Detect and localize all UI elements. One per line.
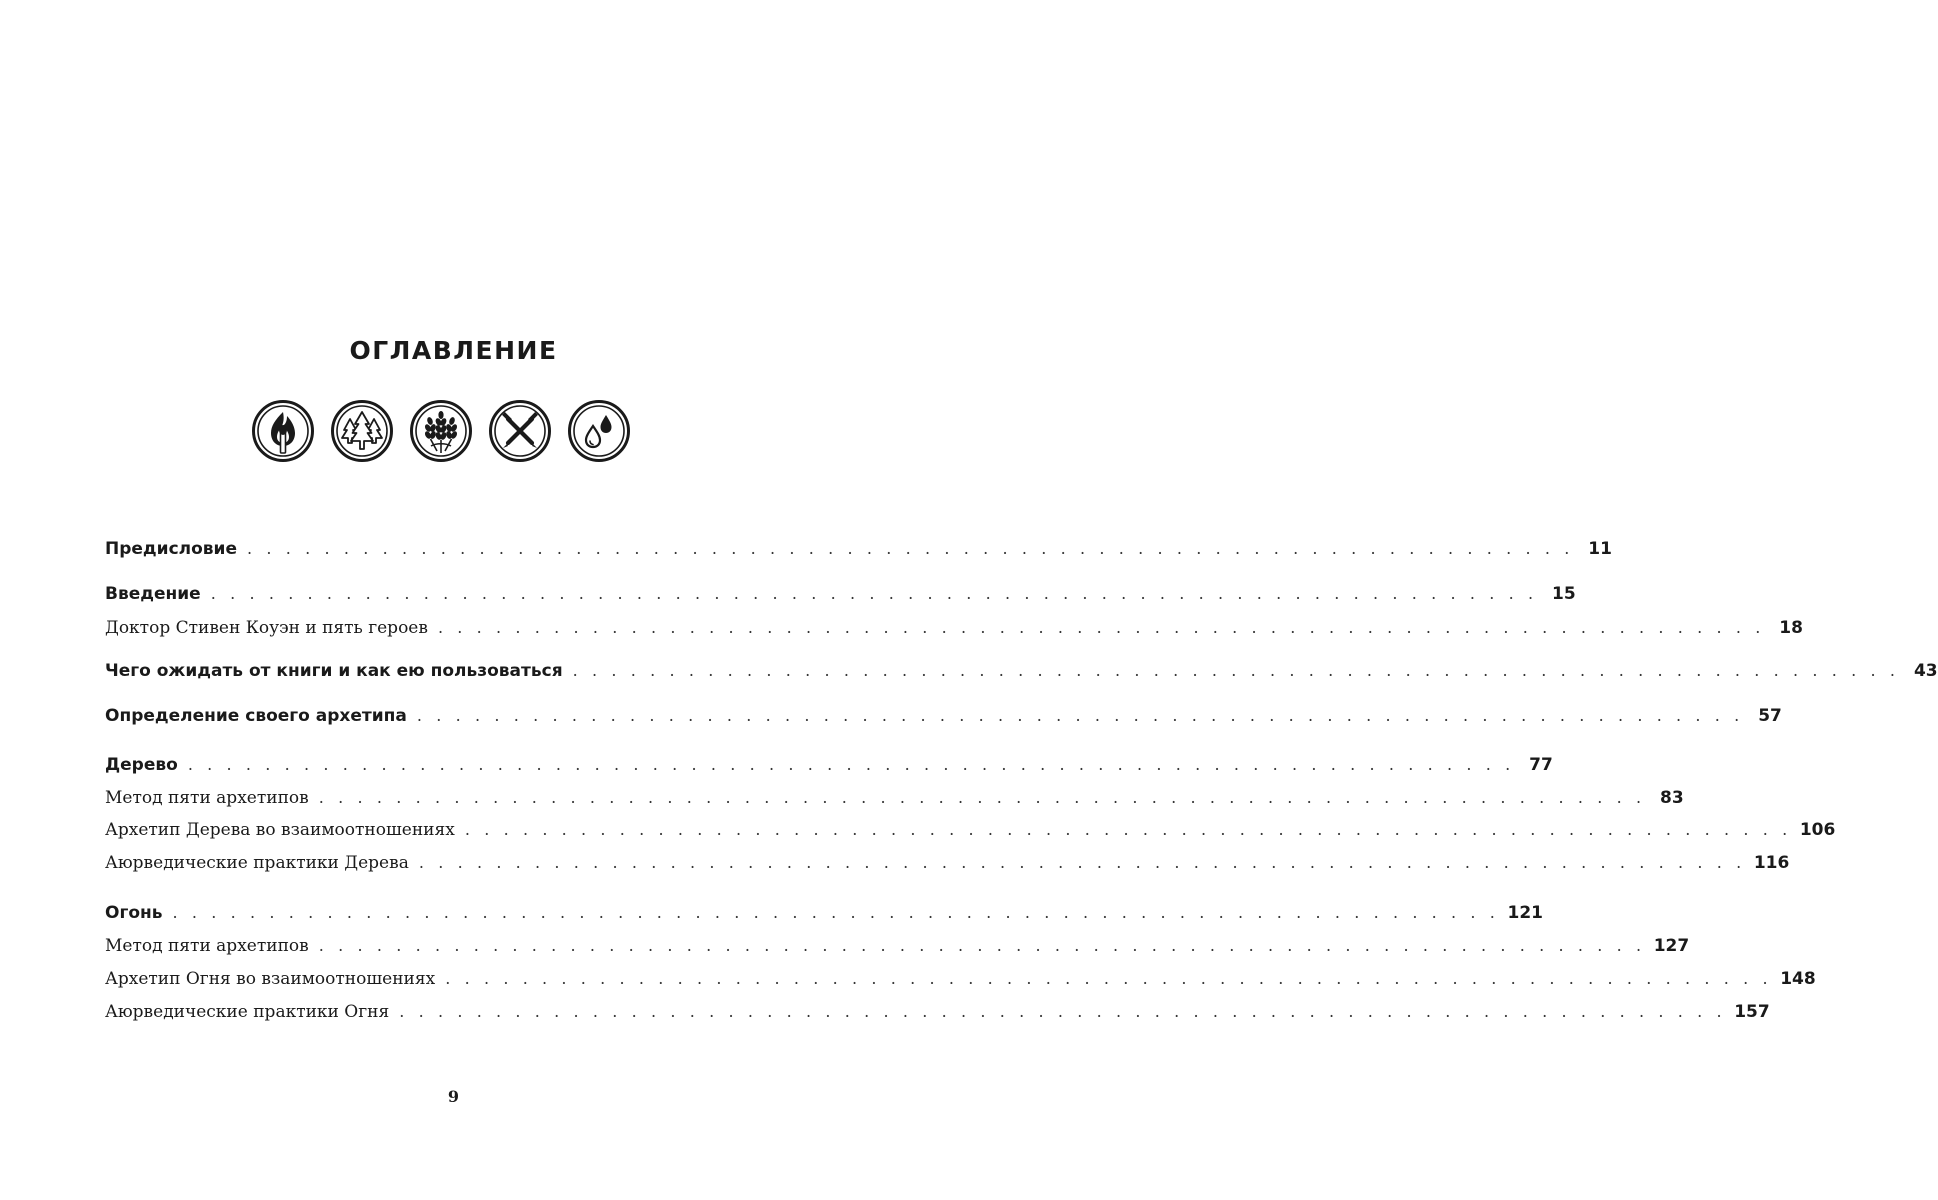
dot-leader: . . . . . . . . . . . . . . . . . . . . . . . . . . . . . . . . . . . . . . . . . . . . . . . . . . . . . . . . . . . . . . . . . . . . . xyxy=(416,706,1744,725)
toc-page-number: 121 xyxy=(1507,903,1543,923)
crossed-nails-icon xyxy=(488,399,552,463)
toc-entry[interactable] xyxy=(105,539,1612,567)
dot-leader: . . . . . . . . . . . . . . . . . . . . . . . . . . . . . . . . . . . . . . . . . . . . . . . . . . . . . . . . . . . . . . . . . . . . . xyxy=(418,853,1746,872)
toc-page-number: 106 xyxy=(1799,820,1836,840)
dot-leader: . . . . . . . . . . . . . . . . . . . . . . . . . . . . . . . . . . . . . . . . . . . . . . . . . . . . . . . . . . . . . . . . . . . . . xyxy=(318,788,1646,807)
toc-page-number: 127 xyxy=(1653,936,1690,956)
dot-leader: . . . . . . . . . . . . . . . . . . . . . . . . . . . . . . . . . . . . . . . . . . . . . . . . . . . . . . . . . . . . . . . . . . . . . xyxy=(246,539,1574,558)
toc-entry[interactable] xyxy=(105,618,1803,646)
toc-entry[interactable] xyxy=(105,1002,1770,1030)
dot-leader: . . . . . . . . . . . . . . . . . . . . . . . . . . . . . . . . . . . . . . . . . . . . . . . . . . . . . . . . . . . . . . . . . . . . . xyxy=(399,1002,1727,1021)
toc-entry-title: Метод пяти архетипов xyxy=(105,788,309,808)
toc-page-number: 18 xyxy=(1779,618,1803,638)
toc-entry-title: Предисловие xyxy=(105,539,237,559)
page-title: ОГЛАВЛЕНИЕ xyxy=(349,336,558,365)
toc-page-number: 83 xyxy=(1660,788,1684,808)
toc-entry[interactable] xyxy=(105,853,1790,881)
dot-leader: . . . . . . . . . . . . . . . . . . . . . . . . . . . . . . . . . . . . . . . . . . . . . . . . . . . . . . . . . . . . . . . . . . . . . xyxy=(464,820,1792,839)
toc-entry-title: Архетип Огня во взаимоотношениях xyxy=(105,969,436,989)
toc-entry[interactable] xyxy=(105,820,1836,848)
toc-entry-title: Аюрведические практики Дерева xyxy=(105,853,409,873)
toc-page-number: 15 xyxy=(1552,584,1576,604)
toc-entry-title: Введение xyxy=(105,584,201,604)
toc-entry-title: Аюрведические практики Огня xyxy=(105,1002,390,1022)
dot-leader: . . . . . . . . . . . . . . . . . . . . . . . . . . . . . . . . . . . . . . . . . . . . . . . . . . . . . . . . . . . . . . . . . . . . . xyxy=(172,903,1500,922)
toc-entry[interactable] xyxy=(105,584,1576,612)
element-icons-row xyxy=(251,399,631,463)
toc-page-number: 116 xyxy=(1753,853,1790,873)
fire-match-icon xyxy=(251,399,315,463)
toc-page-number: 57 xyxy=(1758,706,1782,726)
toc-page-number: 43 xyxy=(1913,661,1938,681)
dot-leader: . . . . . . . . . . . . . . . . . . . . . . . . . . . . . . . . . . . . . . . . . . . . . . . . . . . . . . . . . . . . . . . . . . . . . xyxy=(572,661,1900,680)
forest-trees-icon xyxy=(330,399,394,463)
wheat-ears-icon xyxy=(409,399,473,463)
toc-entry[interactable] xyxy=(105,755,1553,783)
dot-leader: . . . . . . . . . . . . . . . . . . . . . . . . . . . . . . . . . . . . . . . . . . . . . . . . . . . . . . . . . . . . . . . . . . . . . xyxy=(210,584,1538,603)
dot-leader: . . . . . . . . . . . . . . . . . . . . . . . . . . . . . . . . . . . . . . . . . . . . . . . . . . . . . . . . . . . . . . . . . . . . . xyxy=(187,755,1515,774)
toc-entry[interactable] xyxy=(105,706,1782,734)
toc-entry-title: Метод пяти архетипов xyxy=(105,936,309,956)
toc-entry[interactable] xyxy=(105,936,1690,964)
page-number: 9 xyxy=(447,1087,460,1106)
toc-entry[interactable] xyxy=(105,969,1816,997)
dot-leader: . . . . . . . . . . . . . . . . . . . . . . . . . . . . . . . . . . . . . . . . . . . . . . . . . . . . . . . . . . . . . . . . . . . . . xyxy=(318,936,1646,955)
toc-entry-title: Доктор Стивен Коуэн и пять героев xyxy=(105,618,428,638)
toc-entry[interactable] xyxy=(105,661,1938,689)
toc-entry[interactable] xyxy=(105,903,1543,931)
toc-page-number: 77 xyxy=(1529,755,1553,775)
toc-entry-title: Чего ожидать от книги и как ею пользоваться xyxy=(105,661,563,681)
dot-leader: . . . . . . . . . . . . . . . . . . . . . . . . . . . . . . . . . . . . . . . . . . . . . . . . . . . . . . . . . . . . . . . . . . . . . xyxy=(437,618,1765,637)
toc-entry-title: Архетип Дерева во взаимоотношениях xyxy=(105,820,455,840)
toc-page-number: 148 xyxy=(1780,969,1816,989)
toc-page-number: 11 xyxy=(1588,539,1612,559)
toc-page-number: 157 xyxy=(1734,1002,1770,1022)
toc-entry-title: Дерево xyxy=(105,755,178,775)
toc-entry-title: Огонь xyxy=(105,903,163,923)
toc-entry-title: Определение своего архетипа xyxy=(105,706,407,726)
toc-entry[interactable] xyxy=(105,788,1684,816)
water-drops-icon xyxy=(567,399,631,463)
dot-leader: . . . . . . . . . . . . . . . . . . . . . . . . . . . . . . . . . . . . . . . . . . . . . . . . . . . . . . . . . . . . . . . . . . . . . xyxy=(445,969,1773,988)
